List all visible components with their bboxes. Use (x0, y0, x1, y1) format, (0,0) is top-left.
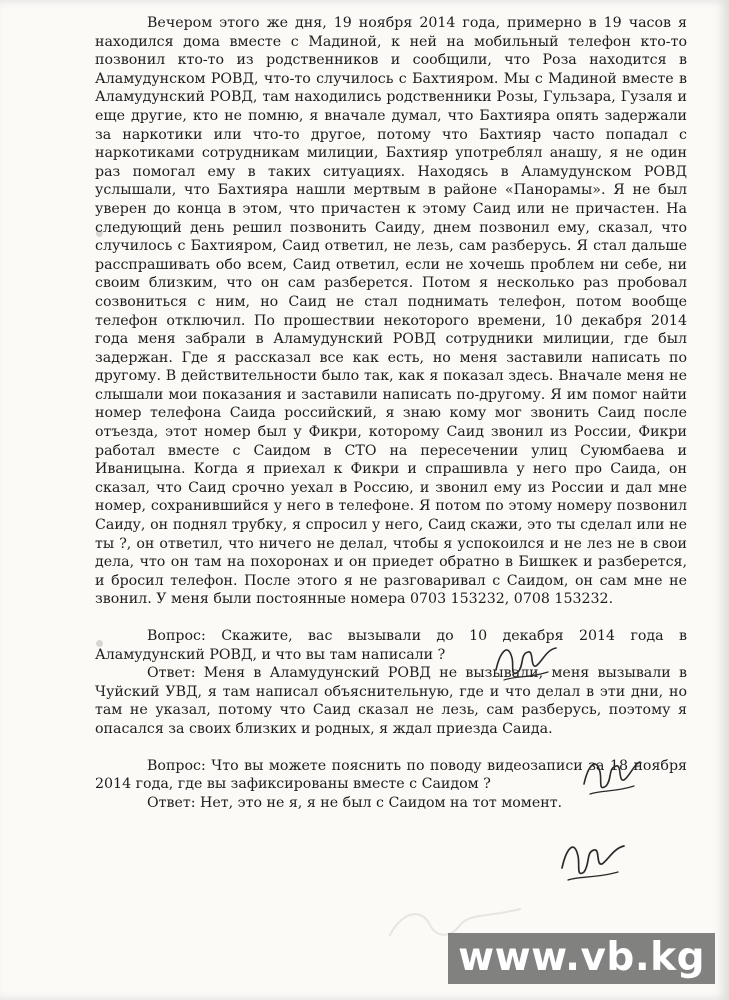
document-body (95, 14, 687, 812)
site-watermark: www.vb.kg (448, 933, 715, 984)
signature-3 (556, 828, 628, 892)
answer-1 (95, 664, 687, 738)
paragraph-main: Вечером этого же дня, 19 ноября 2014 года, примерно в 19 часов я находился дома вместе с Мадиной, к ней на мобильный телефон кто-то позвонил кто-то из родственников и сообщили, что Роза находится в Аламудунском РОВД, что-то случилось с Бахтияром. Мы с Мадиной вместе в Аламудунский РОВД, там находились родственники Розы, Гульзара, Гузаля и еще другие, кто не помню, я вначале думал, что Бахтияра опять задержали за наркотики или что-то другое, потому что Бахтияр часто попадал с наркотиками сотрудникам милиции, Бахтияр употреблял анашу, я не один раз помогал ему в таких ситуациях. Находясь в Аламудунском РОВД услышали, что Бахтияра нашли мертвым в районе «Панорамы». Я не был уверен до конца в этом, что причастен к этому Саид или не причастен. На следующий день решил позвонить Саиду, днем позвонил ему, сказал, что случилось с Бахтияром, Саид ответил, не лезь, сам разберусь. Я стал дальше расспрашивать обо всем, Саид ответил, если не хочешь проблем ни себе, ни своим близким, что он сам разберется. Потом я несколько раз пробовал созвониться с ним, но Саид не стал поднимать телефон, потом вообще телефон отключил. По прошествии некоторого времени, 10 декабря 2014 года меня забрали в Аламудунский РОВД сотрудники милиции, где был задержан. Где я рассказал все как есть, но меня заставили написать по другому. В действительности было так, как я показал здесь. Вначале меня не слышали мои показания и заставили написать по-другому. Я им помог найти номер телефона Саида российский, я знаю кому мог звонить Саид после отъезда, этот номер был у Фикри, которому Саид звонил из России, Фикри работал вместе с Саидом в СТО на пересечении улиц Суюмбаева и Иваницына. Когда я приехал к Фикри и спрашивла у него про Саида, он сказал, что Саид срочно уехал в Россию, и звонил ему из России и дал мне номер, сохранившийся у него в телефоне. Я потом по этому номеру позвонил Саиду, он поднял трубку, я спросил у него, Саид скажи, это ты сделал или не ты ?, он ответил, что ничего не делал, чтобы я успокоился и не лез не в свои дела, что он там на похоронах и он приедет обратно в Бишкек и разберется, и бросил телефон. После этого я не разговаривал с Саидом, он сам мне не звонил. У меня были постоянные номера 0703 153232, 0708 153232. (95, 15, 687, 608)
question-1 (95, 627, 687, 664)
answer-label: Ответ: (147, 665, 196, 682)
answer-text: Меня в Аламудунский РОВД не вызывали, меня вызывали в Чуйский УВД, я там написал объяснительную, где и что делал в эти дни, но там не указал, потому что Саид сказал не лезь, сам разберусь, поэтому я опасался за своих близких и родных, я ждал приезда Саида. (95, 665, 688, 737)
answer-text: Нет, это не я, я не был с Саидом на тот момент. (200, 794, 563, 811)
question-text: Что вы можете пояснить по поводу видеозаписи за 18 ноября 2014 года, где вы зафиксированы вместе с Саидом ? (95, 757, 687, 793)
signature-1 (490, 632, 560, 692)
signature-2 (580, 748, 642, 804)
question-text: Скажите, вас вызывали до 10 декабря 2014 года в Аламудунский РОВД, и что вы там написали ? (95, 628, 688, 663)
question-label: Вопрос: (147, 628, 206, 644)
question-label: Вопрос: (147, 757, 206, 774)
answer-label: Ответ: (147, 794, 196, 811)
